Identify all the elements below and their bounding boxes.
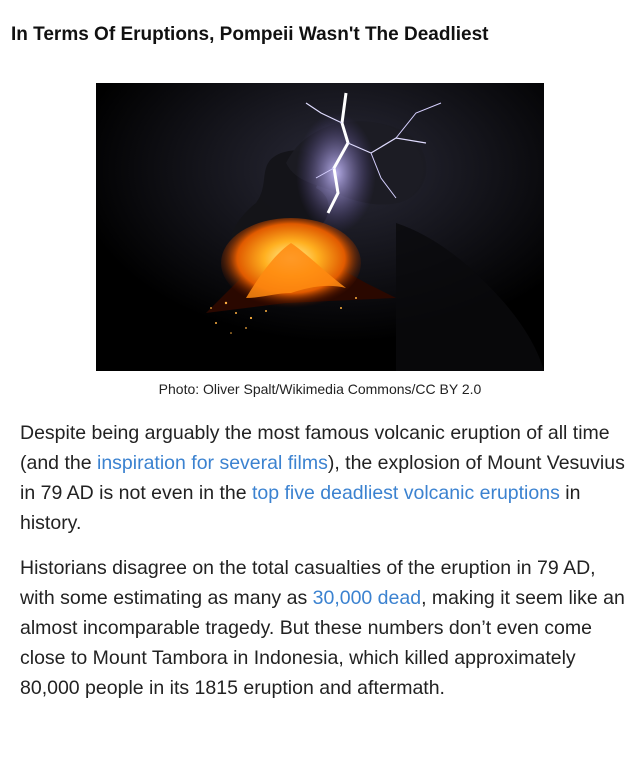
thirty-thousand-dead-link[interactable]: 30,000 dead <box>312 587 422 609</box>
inspiration-films-link[interactable]: inspiration for several films <box>96 452 328 474</box>
article-title: In Terms Of Eruptions, Pompeii Wasn't The Deadliest <box>11 24 489 45</box>
paragraph-text: ), the explosion of Mount Vesuvius in 79 AD is not even in the <box>20 452 625 504</box>
paragraph-text: , making it seem like an almost incomparable tragedy. But these numbers don’t even come close to Mount Tambora in Indonesia, which killed approximately 80,000 people in its 1815 eruption and aftermath. <box>20 587 625 699</box>
paragraph-intro <box>20 418 632 538</box>
photo-caption: Photo: Oliver Spalt/Wikimedia Commons/CC BY 2.0 <box>158 381 482 397</box>
paragraph-text: Despite being arguably the most famous volcanic eruption of all time (and the <box>20 422 610 474</box>
paragraph-casualties <box>20 553 632 703</box>
paragraph-text: Historians disagree on the total casualties of the eruption in 79 AD, with some estimating as many as <box>20 557 596 609</box>
volcano-eruption-photo <box>96 83 544 371</box>
top-five-deadliest-link[interactable]: top five deadliest volcanic eruptions <box>251 482 560 504</box>
paragraph-text: in history. <box>20 482 581 534</box>
article-body <box>20 418 632 718</box>
